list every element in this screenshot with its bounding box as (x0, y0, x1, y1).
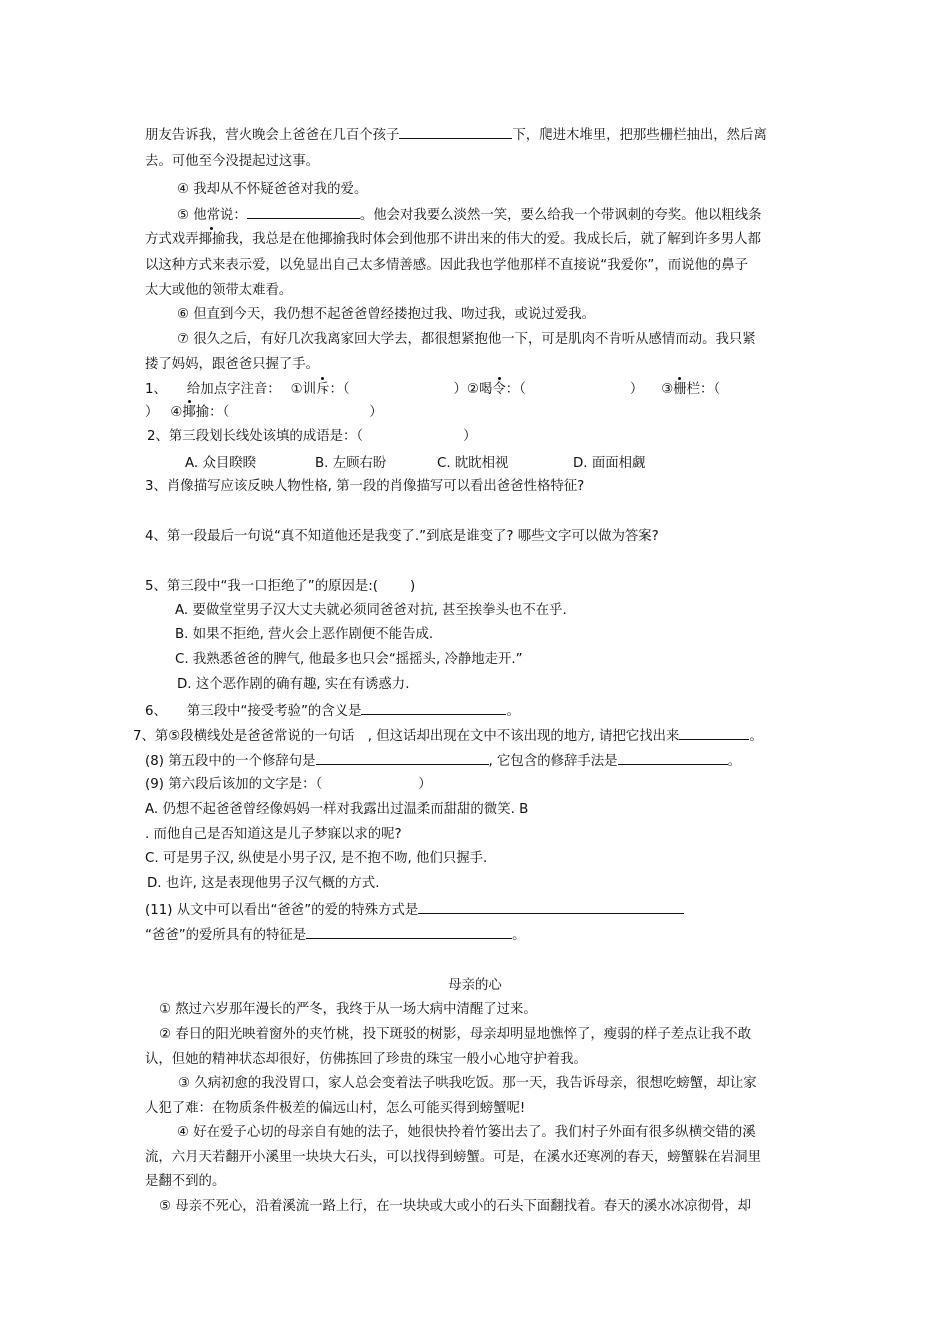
passage2-paragraph-4-line1: ④ 好在爱子心切的母亲自有她的法子，她很快拎着竹篓出去了。我们村子外面有很多纵横交错的溪 (177, 1125, 756, 1140)
question-4: 4、第一段最后一句说“真不知道他还是我变了.”到底是谁变了? 哪些文字可以做为答案? (145, 529, 659, 544)
paragraph-5-line1: ⑤ 他常说： 。他会对我要么淡然一笑，要么给我一个带讽刺的夸奖。他以粗线条 (177, 204, 762, 226)
question-9-option-c: C. 可是男子汉, 纵使是小男子汉, 是不抱不吻, 他们只握手. (145, 851, 488, 866)
question-9-option-d: D. 也许, 这是表现他男子汉气概的方式. (147, 876, 380, 891)
passage1-intro-line2: 去。可他至今没提起过这事。 (145, 154, 320, 169)
question-7: 7、第⑤段横线处是爸爸常说的一句话 , 但这话却出现在文中不该出现的地方, 请把它找出来 。 (133, 725, 763, 747)
paragraph-6: ⑥ 但直到今天，我仍想不起爸爸曾经搂抱过我、吻过我，或说过爱我。 (177, 307, 595, 322)
paragraph-5-line3: 以这种方式来表示爱，以免显出自己太多情善感。因此我也学他那样不直接说“我爱你”，而说他的鼻子 (145, 258, 749, 273)
question-1-line1: 1、 给加点字注音： ①训斥：（ ）②喝令：（ ） ③栅栏：（ (145, 382, 721, 397)
dotted-word: 揶揄 (198, 232, 226, 247)
question-1-line2: ） ④揶揄：（ ） (145, 405, 383, 420)
blank-underline (316, 750, 489, 765)
question-5-option-c: C. 我熟悉爸爸的脾气, 他最多也只会“摇摇头, 冷静地走开.” (175, 652, 523, 667)
question-8: (8) 第五段中的一个修辞句是 , 它包含的修辞手法是 。 (145, 750, 741, 772)
question-9-option-a-line1: A. 仍想不起爸爸曾经像妈妈一样对我露出过温柔而甜甜的微笑. B (145, 802, 529, 817)
passage2-paragraph-3-line1: ③ 久病初愈的我没胃口，家人总会变着法子哄我吃饭。那一天，我告诉母亲，很想吃螃蟹，却让家 (178, 1076, 757, 1091)
blank-underline (618, 750, 728, 765)
dotted-char: 揶 (182, 405, 196, 420)
paragraph-7-line2: 搂了妈妈，跟爸爸只握了手。 (145, 357, 320, 372)
paragraph-7-line1: ⑦ 很久之后，有好几次我离家回大学去，都很想紧抱他一下，可是肌肉不肯听从感情而动。我只紧 (177, 332, 756, 347)
question-5: 5、第三段中“我一口拒绝了”的原因是:( ) (145, 579, 416, 594)
question-6: 6、 第三段中“接受考验”的含义是 。 (145, 700, 520, 722)
passage2-title: 母亲的心 (448, 978, 502, 993)
passage2-paragraph-4-line2: 流，六月天若翻开小溪里一块块大石头，可以找得到螃蟹。可是，在溪水还寒冽的春天，螃蟹躲在岩洞里 (145, 1150, 761, 1165)
question-2: 2、第三段划长线处该填的成语是：（ ） (147, 429, 477, 444)
question-11-line1: (11) 从文中可以看出“爸爸”的爱的特殊方式是 (145, 899, 684, 921)
passage2-paragraph-3-line2: 人犯了难：在物质条件极差的偏远山村，怎么可能买得到螃蟹呢! (145, 1101, 526, 1116)
blank-underline (247, 204, 360, 219)
passage2-paragraph-4-line3: 是翻不到的。 (145, 1174, 226, 1189)
passage2-paragraph-2-line2: 认，但她的精神状态却很好，仿佛拣回了珍贵的珠宝一般小心地守护着我。 (145, 1052, 587, 1067)
blank-underline (418, 899, 684, 914)
passage2-paragraph-2-line1: ② 春日的阳光映着窗外的夹竹桃，投下斑驳的树影，母亲却明显地憔悴了，瘦弱的样子差点让我不敢 (159, 1027, 752, 1042)
question-3: 3、肖像描写应该反映人物性格, 第一段的肖像描写可以看出爸爸性格特征? (145, 479, 585, 494)
question-2-option-d: D. 面面相觑 (573, 456, 646, 471)
passage2-paragraph-5-line1: ⑤ 母亲不死心，沿着溪流一路上行，在一块块或大或小的石头下面翻找着。春天的溪水冰凉彻骨，却 (159, 1199, 752, 1214)
question-5-option-b: B. 如果不拒绝, 营火会上恶作剧便不能告成. (175, 627, 434, 642)
question-5-option-d: D. 这个恶作剧的确有趣, 实在有诱惑力. (177, 677, 410, 692)
question-11-line2: “爸爸”的爱所具有的特征是 。 (145, 924, 526, 946)
blank-underline (679, 725, 749, 740)
question-5-option-a: A. 要做堂堂男子汉大丈夫就必须同爸爸对抗, 甚至挨拳头也不在乎. (175, 603, 567, 618)
dotted-char: 令 (492, 382, 506, 397)
question-2-option-b: B. 左顾右盼 (315, 456, 387, 471)
blank-underline (306, 924, 512, 939)
dotted-char: 斥 (316, 382, 330, 397)
passage1-intro-line1: 朋友告诉我，营火晚会上爸爸在几百个孩子 下，爬进木堆里，把那些栅栏抽出，然后离 (145, 124, 767, 146)
question-2-option-a: A. 众目睽睽 (185, 456, 256, 471)
blank-underline (399, 124, 512, 139)
blank-underline (361, 700, 506, 715)
question-9-option-a-line2: . 而他自己是否知道这是儿子梦寐以求的呢? (145, 827, 402, 842)
dotted-char: 栅 (673, 382, 687, 397)
passage2-paragraph-1: ① 熬过六岁那年漫长的严冬，我终于从一场大病中清醒了过来。 (159, 1002, 537, 1017)
paragraph-5-line2: 方式戏弄揶揄我，我总是在他揶揄我时体会到他那不讲出来的伟大的爱。我成长后，就了解到许多男人都 (145, 232, 761, 247)
paragraph-5-line4: 太大或他的领带太难看。 (145, 283, 293, 298)
question-2-option-c: C. 眈眈相视 (437, 456, 509, 471)
paragraph-4: ④ 我却从不怀疑爸爸对我的爱。 (177, 182, 368, 197)
question-9: (9) 第六段后该加的文字是：（ ） (145, 777, 432, 792)
